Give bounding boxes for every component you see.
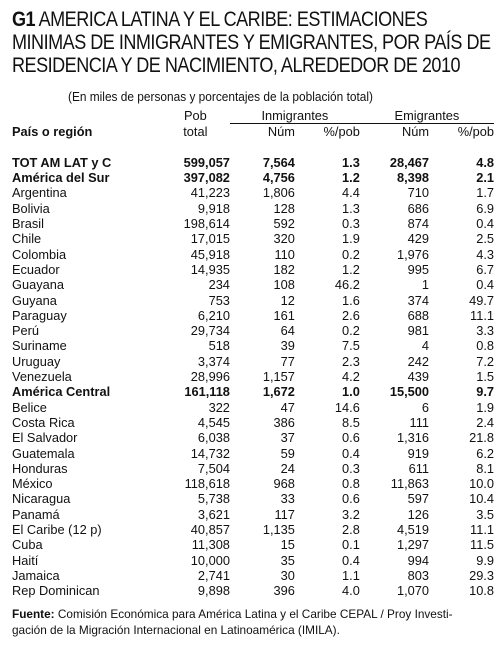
immigrants-pct: 0.4 — [342, 552, 360, 568]
data-table — [12, 108, 494, 599]
header-in-num: Núm — [267, 124, 295, 140]
emigrants-num: 4 — [421, 338, 429, 354]
emigrants-pct: 4.8 — [476, 154, 494, 170]
emigrants-pct: 0.4 — [476, 216, 494, 232]
pob-total: 6,038 — [197, 430, 230, 446]
pob-total: 41,223 — [190, 185, 230, 201]
immigrants-pct: 0.2 — [342, 323, 360, 339]
table-row — [12, 446, 494, 461]
table-row — [12, 491, 494, 506]
source-note — [12, 606, 490, 638]
region-name: El Salvador — [12, 430, 78, 446]
immigrants-pct: 0.1 — [342, 537, 360, 553]
region-name: Ecuador — [12, 261, 60, 277]
immigrants-pct: 3.2 — [342, 506, 360, 522]
region-name: Perú — [12, 323, 40, 339]
emigrants-num: 1,316 — [396, 430, 429, 446]
emigrants-num: 242 — [407, 353, 429, 369]
table-row — [12, 583, 494, 598]
pob-total: 161,118 — [184, 384, 230, 400]
emigrants-num: 1,070 — [396, 583, 429, 599]
region-name: Cuba — [12, 537, 43, 553]
table-row — [12, 216, 494, 231]
table-row — [12, 323, 494, 338]
title-line-1 — [12, 7, 428, 31]
header-row-1 — [12, 108, 494, 124]
table-row — [12, 553, 494, 568]
emigrants-pct: 1.5 — [476, 369, 494, 385]
table-row — [12, 170, 494, 185]
table-row — [12, 155, 494, 170]
table-row — [12, 384, 494, 399]
immigrants-num: 386 — [273, 414, 295, 430]
table-row — [12, 568, 494, 583]
immigrants-num: 35 — [280, 552, 295, 568]
emigrants-num: 994 — [407, 552, 429, 568]
figure-code: G1 — [12, 7, 36, 31]
immigrants-num: 592 — [273, 216, 295, 232]
immigrants-num: 396 — [273, 583, 295, 599]
pob-total: 17,015 — [190, 231, 230, 247]
immigrants-pct: 4.0 — [342, 583, 360, 599]
emigrants-num: 11,863 — [390, 476, 429, 492]
emigrants-pct: 10.0 — [469, 476, 494, 492]
table-row — [12, 430, 494, 445]
immigrants-num: 968 — [273, 476, 295, 492]
immigrants-num: 128 — [273, 200, 295, 216]
immigrants-num: 117 — [274, 506, 295, 522]
immigrants-num: 1,806 — [262, 185, 295, 201]
emigrants-num: 111 — [409, 414, 429, 430]
pob-total: 5,738 — [197, 491, 230, 507]
header-em-num: Núm — [401, 124, 429, 140]
region-name: Uruguay — [12, 353, 61, 369]
region-name: Argentina — [12, 185, 67, 201]
title-line-3: RESIDENCIA Y DE NACIMIENTO, ALREDEDOR DE 2010 — [12, 53, 461, 77]
region-name: El Caribe (12 p) — [12, 522, 102, 538]
immigrants-pct: 0.8 — [342, 476, 360, 492]
table-row — [12, 476, 494, 491]
emigrants-pct: 4.3 — [476, 246, 494, 262]
emigrants-num: 688 — [407, 307, 429, 323]
header-region: País o región — [12, 124, 93, 140]
emigrants-pct: 1.7 — [476, 185, 494, 201]
emigrants-num: 8,398 — [396, 170, 429, 186]
emigrants-num: 597 — [407, 491, 429, 507]
immigrants-pct: 0.3 — [342, 216, 360, 232]
emigrants-pct: 2.5 — [476, 231, 494, 247]
source-label: Fuente: — [12, 607, 55, 621]
table-row — [12, 338, 494, 353]
region-name: TOT AM LAT y C — [12, 154, 112, 170]
emigrants-pct: 0.4 — [476, 277, 494, 293]
immigrants-num: 15 — [280, 537, 295, 553]
immigrants-pct: 1.2 — [342, 261, 360, 277]
emigrants-pct: 11.5 — [470, 537, 494, 553]
immigrants-num: 47 — [280, 399, 295, 415]
title-text-1: AMERICA LATINA Y EL CARIBE: ESTIMACIONES — [38, 7, 428, 31]
header-in-pct: %/pob — [323, 124, 360, 140]
source-text-2: gación de la Migración Internacional en Latinoamérica (IMILA). — [12, 623, 340, 637]
immigrants-pct: 0.2 — [342, 246, 360, 262]
pob-total: 234 — [208, 277, 230, 293]
immigrants-pct: 1.3 — [342, 154, 360, 170]
pob-total: 28,996 — [190, 369, 230, 385]
title-block — [12, 8, 492, 77]
immigrants-num: 108 — [273, 277, 295, 293]
immigrants-pct: 1.0 — [342, 384, 360, 400]
region-name: Guayana — [12, 277, 64, 293]
emigrants-num: 439 — [407, 369, 429, 385]
table-row — [12, 185, 494, 200]
emigrants-pct: 49.7 — [469, 292, 494, 308]
emigrants-pct: 3.3 — [476, 323, 494, 339]
pob-total: 14,732 — [190, 445, 230, 461]
emigrants-num: 28,467 — [389, 154, 429, 170]
emigrants-pct: 3.5 — [476, 506, 494, 522]
region-name: Bolivia — [12, 200, 50, 216]
immigrants-num: 77 — [280, 353, 295, 369]
immigrants-num: 1,157 — [262, 369, 295, 385]
immigrants-num: 161 — [273, 307, 295, 323]
header-pob-2: total — [183, 124, 208, 140]
pob-total: 2,741 — [197, 567, 230, 583]
pob-total: 518 — [208, 338, 230, 354]
immigrants-num: 320 — [273, 231, 295, 247]
immigrants-num: 7,564 — [262, 154, 295, 170]
emigrants-pct: 8.1 — [476, 460, 494, 476]
emigrants-pct: 1.9 — [476, 399, 494, 415]
immigrants-num: 4,756 — [262, 170, 295, 186]
emigrants-pct: 6.7 — [476, 261, 494, 277]
table-row — [12, 415, 494, 430]
pob-total: 322 — [208, 399, 230, 415]
immigrants-num: 64 — [280, 323, 295, 339]
pob-total: 7,504 — [197, 460, 230, 476]
immigrants-pct: 1.6 — [342, 292, 360, 308]
emigrants-pct: 11.1 — [470, 307, 494, 323]
region-name: Suriname — [12, 338, 67, 354]
emigrants-pct: 29.3 — [469, 567, 494, 583]
immigrants-num: 12 — [280, 292, 295, 308]
pob-total: 753 — [208, 292, 230, 308]
immigrants-num: 33 — [280, 491, 295, 507]
immigrants-pct: 0.4 — [342, 445, 360, 461]
emigrants-pct: 2.1 — [476, 170, 494, 186]
table-row — [12, 247, 494, 262]
source-text: Comisión Económica para América Latina y el Caribe CEPAL / Proy Investi- — [57, 607, 453, 621]
region-name: Chile — [12, 231, 42, 247]
immigrants-num: 110 — [274, 246, 295, 262]
region-name: Guyana — [12, 292, 57, 308]
emigrants-num: 4,519 — [396, 522, 429, 538]
region-name: Belice — [12, 399, 47, 415]
emigrants-num: 429 — [407, 231, 429, 247]
region-name: Panamá — [12, 506, 60, 522]
immigrants-pct: 1.2 — [342, 170, 360, 186]
region-name: Guatemala — [12, 445, 75, 461]
immigrants-pct: 1.9 — [342, 231, 360, 247]
immigrants-pct: 0.6 — [342, 430, 360, 446]
immigrants-num: 59 — [280, 445, 295, 461]
immigrants-num: 1,672 — [262, 384, 295, 400]
emigrants-num: 126 — [407, 506, 429, 522]
emigrants-num: 874 — [407, 216, 429, 232]
immigrants-num: 24 — [280, 460, 295, 476]
immigrants-pct: 2.6 — [342, 307, 360, 323]
pob-total: 9,918 — [197, 200, 230, 216]
immigrants-pct: 1.1 — [342, 567, 360, 583]
table-row — [12, 262, 494, 277]
immigrants-pct: 1.3 — [342, 200, 360, 216]
immigrants-pct: 0.3 — [342, 460, 360, 476]
emigrants-pct: 21.8 — [469, 430, 494, 446]
region-name: Haití — [12, 552, 39, 568]
emigrants-pct: 6.2 — [476, 445, 494, 461]
region-name: América Central — [12, 384, 111, 400]
emigrants-pct: 11.1 — [470, 522, 494, 538]
immigrants-pct: 2.8 — [342, 522, 360, 538]
region-name: Paraguay — [12, 307, 67, 323]
emigrants-pct: 10.8 — [469, 583, 494, 599]
emigrants-num: 710 — [407, 185, 429, 201]
table-row — [12, 277, 494, 292]
pob-total: 118,618 — [184, 476, 230, 492]
table-row — [12, 522, 494, 537]
pob-total: 397,082 — [183, 170, 230, 186]
region-name: Honduras — [12, 460, 68, 476]
emigrants-pct: 9.7 — [476, 384, 494, 400]
immigrants-pct: 8.5 — [342, 414, 360, 430]
emigrants-num: 374 — [407, 292, 429, 308]
region-name: Jamaica — [12, 567, 60, 583]
header-pob-1: Pob — [183, 108, 207, 124]
immigrants-pct: 4.2 — [342, 369, 360, 385]
emigrants-num: 995 — [407, 261, 429, 277]
emigrants-num: 15,500 — [389, 384, 429, 400]
emigrants-num: 611 — [408, 460, 429, 476]
region-name: Brasil — [12, 216, 44, 232]
emigrants-num: 981 — [407, 323, 429, 339]
pob-total: 3,374 — [197, 353, 230, 369]
table-row — [12, 400, 494, 415]
immigrants-pct: 7.5 — [342, 338, 360, 354]
region-name: Rep Dominican — [12, 583, 100, 599]
emigrants-pct: 0.8 — [476, 338, 494, 354]
emigrants-num: 1 — [421, 277, 429, 293]
pob-total: 9,898 — [197, 583, 230, 599]
emigrants-num: 686 — [407, 200, 429, 216]
region-name: Colombia — [12, 246, 67, 262]
title-line-2: MINIMAS DE INMIGRANTES Y EMIGRANTES, POR PAÍS DE — [12, 30, 491, 54]
immigrants-num: 30 — [280, 567, 295, 583]
emigrants-pct: 2.4 — [476, 414, 494, 430]
table-row — [12, 537, 494, 552]
emigrants-num: 919 — [407, 445, 429, 461]
emigrants-num: 1,297 — [396, 537, 429, 553]
table-row — [12, 369, 494, 384]
header-em-pct: %/pob — [457, 124, 494, 140]
immigrants-num: 39 — [280, 338, 295, 354]
pob-total: 14,935 — [190, 261, 230, 277]
pob-total: 599,057 — [183, 154, 230, 170]
immigrants-num: 182 — [273, 261, 295, 277]
region-name: México — [12, 476, 53, 492]
table-row — [12, 354, 494, 369]
table-body — [12, 155, 494, 599]
immigrants-pct: 4.4 — [342, 185, 360, 201]
region-name: Costa Rica — [12, 414, 75, 430]
pob-total: 45,918 — [190, 246, 230, 262]
header-immigrants: Inmigrantes — [230, 108, 360, 124]
pob-total: 3,621 — [197, 506, 230, 522]
pob-total: 11,308 — [191, 537, 230, 553]
pob-total: 4,545 — [197, 414, 230, 430]
immigrants-num: 37 — [280, 430, 295, 446]
emigrants-pct: 6.9 — [476, 200, 494, 216]
table-row — [12, 461, 494, 476]
immigrants-pct: 46.2 — [334, 277, 360, 293]
immigrants-pct: 2.3 — [342, 353, 360, 369]
pob-total: 29,734 — [190, 323, 230, 339]
emigrants-num: 6 — [421, 399, 429, 415]
table-row — [12, 201, 494, 216]
region-name: Nicaragua — [12, 491, 71, 507]
emigrants-num: 803 — [407, 567, 429, 583]
subtitle: (En miles de personas y porcentajes de la población total) — [68, 90, 373, 104]
immigrants-pct: 0.6 — [342, 491, 360, 507]
table-row — [12, 231, 494, 246]
header-emigrants: Emigrantes — [360, 108, 494, 124]
pob-total: 198,614 — [183, 216, 230, 232]
emigrants-pct: 10.4 — [469, 491, 494, 507]
immigrants-num: 1,135 — [262, 522, 295, 538]
table-row — [12, 507, 494, 522]
pob-total: 40,857 — [190, 522, 230, 538]
region-name: América del Sur — [12, 170, 110, 186]
pob-total: 6,210 — [197, 307, 230, 323]
table-row — [12, 293, 494, 308]
region-name: Venezuela — [12, 369, 72, 385]
table-row — [12, 308, 494, 323]
pob-total: 10,000 — [190, 552, 230, 568]
emigrants-pct: 9.9 — [476, 552, 494, 568]
emigrants-pct: 7.2 — [476, 353, 494, 369]
immigrants-pct: 14.6 — [334, 399, 360, 415]
emigrants-num: 1,976 — [396, 246, 429, 262]
